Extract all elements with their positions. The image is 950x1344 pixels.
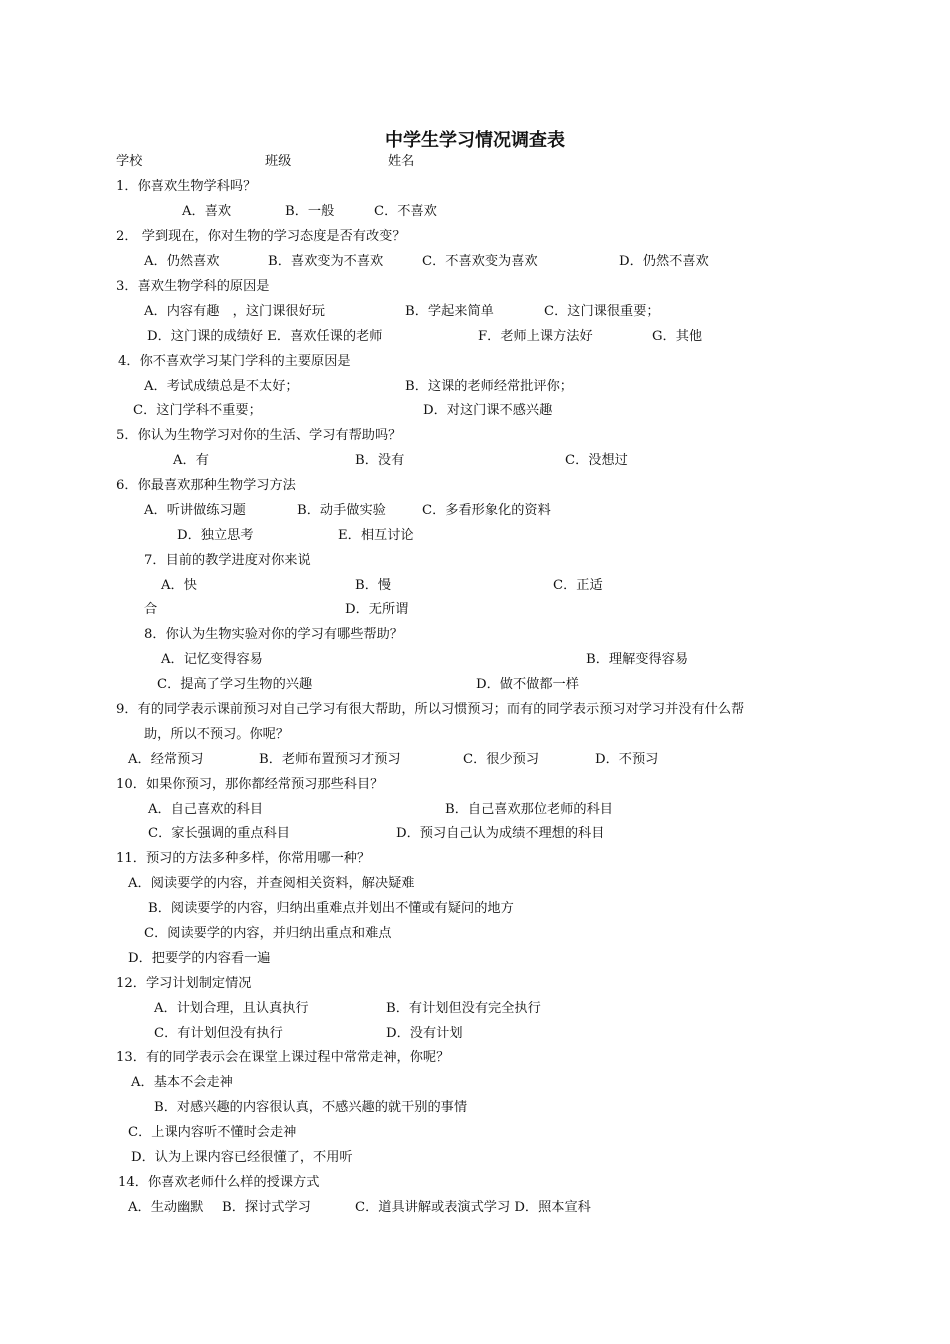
q6-option-b: B．动手做实验 (297, 503, 386, 518)
q6-option-a: A．听讲做练习题 (144, 503, 246, 518)
q11-option-a: A．阅读要学的内容，并查阅相关资料，解决疑难 (128, 876, 415, 891)
question-1: 1．你喜欢生物学科吗？ (116, 179, 257, 194)
q13-option-a: A．基本不会走神 (131, 1075, 233, 1090)
q5-option-c: C．没想过 (565, 453, 628, 468)
q3-option-b: B．学起来简单 (405, 304, 494, 319)
q10-option-c: C．家长强调的重点科目 (148, 826, 290, 841)
q13-option-d: D．认为上课内容已经很懂了，不用听 (131, 1150, 353, 1165)
name-label: 姓名 (388, 154, 415, 169)
q3-option-f: F．老师上课方法好 (478, 329, 593, 344)
q6-option-d: D．独立思考 (177, 528, 254, 543)
q3-option-d-e: D．这门课的成绩好 E．喜欢任课的老师 (147, 329, 383, 344)
q2-option-c: C．不喜欢变为喜欢 (422, 254, 538, 269)
question-7: 7．目前的教学进度对你来说 (144, 553, 311, 568)
q7-option-b: B．慢 (355, 578, 392, 593)
question-6: 6．你最喜欢那种生物学习方法 (116, 478, 296, 493)
question-9-continued: 助，所以不预习。你呢？ (144, 727, 290, 742)
page-title: 中学生学习情况调查表 (385, 130, 565, 151)
question-14: 14．你喜欢老师什么样的授课方式 (118, 1175, 320, 1190)
question-11: 11．预习的方法多种多样，你常用哪一种？ (116, 851, 371, 866)
q9-option-d: D．不预习 (595, 752, 659, 767)
question-3: 3．喜欢生物学科的原因是 (116, 279, 270, 294)
q12-option-d: D．没有计划 (386, 1026, 463, 1041)
q9-option-b: B．老师布置预习才预习 (259, 752, 401, 767)
q7-option-d: D．无所谓 (345, 602, 409, 617)
q8-option-a: A．记忆变得容易 (161, 652, 263, 667)
q10-option-d: D．预习自己认为成绩不理想的科目 (396, 826, 605, 841)
q13-option-c: C．上课内容听不懂时会走神 (128, 1125, 297, 1140)
q8-option-b: B．理解变得容易 (586, 652, 689, 667)
question-5: 5．你认为生物学习对你的生活、学习有帮助吗？ (116, 428, 402, 443)
q8-option-c: C．提高了学习生物的兴趣 (157, 677, 313, 692)
q14-option-c-d: C．道具讲解或表演式学习 D．照本宣科 (355, 1200, 591, 1215)
q2-option-d: D．仍然不喜欢 (619, 254, 709, 269)
q7-option-c: C．正适 (553, 578, 603, 593)
q7-option-c-continued: 合 (144, 602, 158, 617)
q4-option-c: C．这门学科不重要； (133, 403, 262, 418)
q4-option-d: D．对这门课不感兴趣 (423, 403, 553, 418)
q2-option-b: B．喜欢变为不喜欢 (268, 254, 384, 269)
q5-option-b: B．没有 (355, 453, 405, 468)
q4-option-a: A．考试成绩总是不太好； (144, 379, 299, 394)
school-label: 学校 (116, 154, 143, 169)
q3-option-a: A．内容有趣 ，这门课很好玩 (144, 304, 325, 319)
question-4: 4．你不喜欢学习某门学科的主要原因是 (118, 354, 351, 369)
q11-option-b: B．阅读要学的内容，归纳出重难点并划出不懂或有疑问的地方 (148, 901, 514, 916)
q6-option-c: C．多看形象化的资料 (422, 503, 551, 518)
q7-option-a: A．快 (161, 578, 197, 593)
q10-option-b: B．自己喜欢那位老师的科目 (445, 802, 613, 817)
q12-option-a: A．计划合理，且认真执行 (154, 1001, 309, 1016)
question-8: 8．你认为生物实验对你的学习有哪些帮助？ (144, 627, 403, 642)
q6-option-e: E．相互讨论 (338, 528, 414, 543)
q11-option-c: C．阅读要学的内容，并归纳出重点和难点 (144, 926, 392, 941)
q3-option-c: C．这门课很重要； (544, 304, 660, 319)
question-9: 9．有的同学表示课前预习对自己学习有很大帮助，所以习惯预习；而有的同学表示预习对学习并没有什么帮 (116, 702, 745, 717)
q4-option-b: B．这课的老师经常批评你； (405, 379, 573, 394)
q1-option-b: B．一般 (285, 204, 335, 219)
q1-option-a: A．喜欢 (182, 204, 232, 219)
q8-option-d: D．做不做都一样 (476, 677, 579, 692)
class-label: 班级 (265, 154, 292, 169)
q14-option-b: B．探讨式学习 (222, 1200, 311, 1215)
q3-option-g: G．其他 (652, 329, 703, 344)
question-10: 10．如果你预习，那你都经常预习那些科目？ (116, 777, 384, 792)
q9-option-a: A．经常预习 (128, 752, 204, 767)
question-2: 2． 学到现在，你对生物的学习态度是否有改变？ (116, 229, 406, 244)
q1-option-c: C．不喜欢 (374, 204, 437, 219)
question-13: 13．有的同学表示会在课堂上课过程中常常走神，你呢？ (116, 1050, 450, 1065)
q10-option-a: A．自己喜欢的科目 (148, 802, 264, 817)
q9-option-c: C．很少预习 (463, 752, 540, 767)
question-12: 12．学习计划制定情况 (116, 976, 252, 991)
q14-option-a: A．生动幽默 (128, 1200, 204, 1215)
q5-option-a: A．有 (173, 453, 209, 468)
q2-option-a: A．仍然喜欢 (144, 254, 220, 269)
q12-option-b: B．有计划但没有完全执行 (386, 1001, 541, 1016)
q13-option-b: B．对感兴趣的内容很认真，不感兴趣的就干别的事情 (154, 1100, 468, 1115)
q11-option-d: D．把要学的内容看一遍 (128, 951, 271, 966)
q12-option-c: C．有计划但没有执行 (154, 1026, 283, 1041)
